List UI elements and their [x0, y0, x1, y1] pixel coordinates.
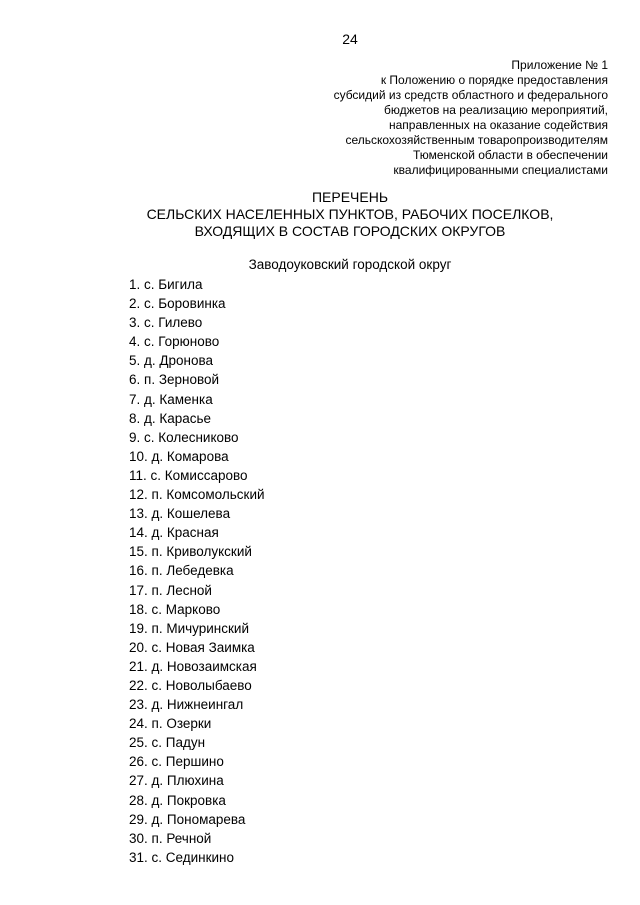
appendix-line: сельскохозяйственным товаропроизводителям	[345, 133, 608, 147]
title-line: СЕЛЬСКИХ НАСЕЛЕННЫХ ПУНКТОВ, РАБОЧИХ ПОСЕЛКОВ,	[146, 206, 554, 222]
list-item: 31. с. Сединкино	[129, 849, 235, 865]
list-item: 17. п. Лесной	[129, 582, 212, 598]
title-line: ПЕРЕЧЕНЬ	[311, 189, 389, 205]
page-number: 24	[342, 31, 358, 47]
title-line: ВХОДЯЩИХ В СОСТАВ ГОРОДСКИХ ОКРУГОВ	[194, 223, 506, 239]
list-item: 29. д. Пономарева	[129, 811, 246, 827]
list-item: 16. п. Лебедевка	[129, 563, 234, 579]
list-item: 7. д. Каменка	[129, 391, 213, 407]
document-title	[0, 189, 640, 240]
list-item: 8. д. Карасье	[129, 410, 212, 426]
list-item: 27. д. Плюхина	[129, 773, 224, 789]
appendix-note	[278, 58, 608, 178]
list-item: 11. с. Комиссарово	[129, 467, 248, 483]
list-item: 25. с. Падун	[129, 735, 206, 751]
list-item: 26. с. Першино	[129, 754, 224, 770]
district-heading: Заводоуковский городской округ	[248, 257, 452, 272]
appendix-line: Приложение № 1	[511, 58, 608, 72]
list-item: 30. п. Речной	[129, 830, 212, 846]
list-item: 23. д. Нижнеингал	[129, 697, 244, 713]
list-item: 6. п. Зерновой	[129, 372, 220, 388]
appendix-line: к Положению о порядке предоставления	[380, 73, 608, 87]
list-item: 14. д. Красная	[129, 525, 219, 541]
appendix-line: бюджетов на реализацию мероприятий,	[384, 103, 608, 117]
appendix-line: направленных на оказание содействия	[388, 118, 608, 132]
appendix-line: Тюменской области в обеспечении	[412, 148, 608, 162]
list-item: 12. п. Комсомольский	[129, 487, 265, 503]
settlement-list	[129, 276, 265, 868]
list-item: 5. д. Дронова	[129, 353, 214, 369]
list-item: 13. д. Кошелева	[129, 506, 231, 522]
list-item: 28. д. Покровка	[129, 792, 226, 808]
list-item: 20. с. Новая Заимка	[129, 639, 255, 655]
list-item: 18. с. Марково	[129, 601, 221, 617]
list-item: 4. с. Горюново	[129, 334, 220, 350]
list-item: 24. п. Озерки	[129, 716, 212, 732]
appendix-line: квалифицированными специалистами	[393, 163, 608, 177]
appendix-line: субсидий из средств областного и федерального	[333, 88, 608, 102]
list-item: 22. с. Новолыбаево	[129, 677, 252, 693]
list-item: 10. д. Комарова	[129, 448, 229, 464]
list-item: 21. д. Новозаимская	[129, 658, 257, 674]
list-item: 1. с. Бигила	[129, 277, 203, 292]
list-item: 3. с. Гилево	[129, 315, 203, 331]
list-item: 19. п. Мичуринский	[129, 620, 249, 636]
list-item: 15. п. Криволукский	[129, 544, 252, 560]
list-item: 9. с. Колесниково	[129, 429, 239, 445]
list-item: 2. с. Боровинка	[129, 296, 226, 312]
